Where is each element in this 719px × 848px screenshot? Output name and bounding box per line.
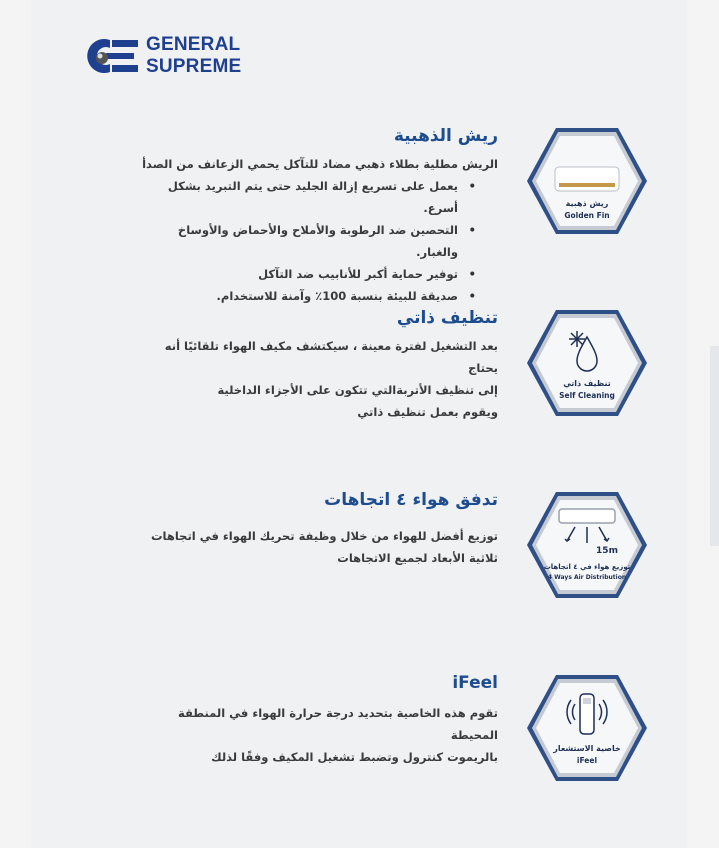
brand-line1: GENERAL bbox=[146, 34, 241, 55]
bullet-item: • يعمل على تسريع إزالة الجليد حتى يتم التبريد بشكل أسرع. bbox=[138, 175, 476, 219]
brand-line2: SUPREME bbox=[146, 56, 242, 77]
feature-title: تنظيف ذاتي bbox=[396, 308, 498, 328]
feature-text bbox=[138, 672, 498, 768]
feature-desc-line: توزيع أفضل للهواء من خلال وظيفة تحريك الهواء في اتجاهات bbox=[151, 529, 498, 543]
badge-label-ar: تنظيف ذاتي bbox=[563, 379, 611, 388]
bullet-item: • التحصين ضد الرطوبة والأملاح والأحماض والأوساخ والغبار. bbox=[138, 219, 476, 263]
feature-title: iFeel bbox=[452, 673, 498, 693]
self-cleaning-badge bbox=[525, 307, 649, 419]
feature-desc: الريش مطلية بطلاء ذهبي مضاد للتآكل يحمي الزعانف من الصدأ bbox=[142, 157, 498, 171]
brand-name bbox=[146, 34, 241, 78]
feature-text bbox=[138, 489, 498, 569]
badge-label-ar: ريش ذهبية bbox=[565, 199, 609, 208]
feature-title: ريش الذهبية bbox=[393, 126, 498, 146]
badge-distance: 15m bbox=[596, 546, 618, 556]
bullet-item: • صديقة للبيئة بنسبة 100٪ وآمنة للاستخدام. bbox=[138, 285, 476, 307]
ifeel-badge bbox=[525, 672, 649, 784]
badge-label-ar: توزيع هواء في ٤ اتجاهات bbox=[543, 563, 631, 571]
feature-text bbox=[138, 125, 498, 307]
badge-label-en: Self Cleaning bbox=[559, 391, 615, 400]
feature-text bbox=[138, 307, 498, 423]
feature-desc-line: بالريموت كنترول وتضبط تشغيل المكيف وفقًا لذلك bbox=[211, 750, 498, 764]
feature-desc-line: إلى تنظيف الأتربةالتي تتكون على الأجزاء الداخلية bbox=[217, 383, 498, 397]
badge-label-en: 4 Ways Air Distribution bbox=[547, 574, 627, 581]
badge-label-en: Golden Fin bbox=[564, 211, 610, 220]
feature-title: تدفق هواء ٤ اتجاهات bbox=[324, 490, 498, 510]
feature-bullets bbox=[138, 175, 498, 307]
feature-desc-line: تقوم هذه الخاصية بتحديد درجة حرارة الهواء في المنطقة المحيطة bbox=[178, 706, 498, 742]
badge-label-ar: خاصية الاستشعار bbox=[553, 744, 621, 753]
brand-mark-icon bbox=[76, 34, 144, 78]
air-distribution-badge bbox=[525, 489, 649, 601]
feature-desc-line: ويقوم بعمل تنظيف ذاتي bbox=[357, 405, 498, 419]
scrollbar-hint bbox=[710, 346, 719, 546]
feature-desc-line: بعد التشغيل لفترة معينة ، سيكتشف مكيف الهواء تلقائيًا أنه يحتاج bbox=[164, 339, 498, 375]
feature-desc-line: ثلاثية الأبعاد لجميع الاتجاهات bbox=[337, 551, 498, 565]
golden-fin-badge bbox=[525, 125, 649, 237]
ac-unit-icon bbox=[555, 167, 619, 191]
badge-label-en: iFeel bbox=[576, 756, 598, 765]
bullet-item: • توفير حماية أكبر للأنابيب ضد التآكل bbox=[138, 263, 476, 285]
brand-logo bbox=[76, 34, 266, 82]
